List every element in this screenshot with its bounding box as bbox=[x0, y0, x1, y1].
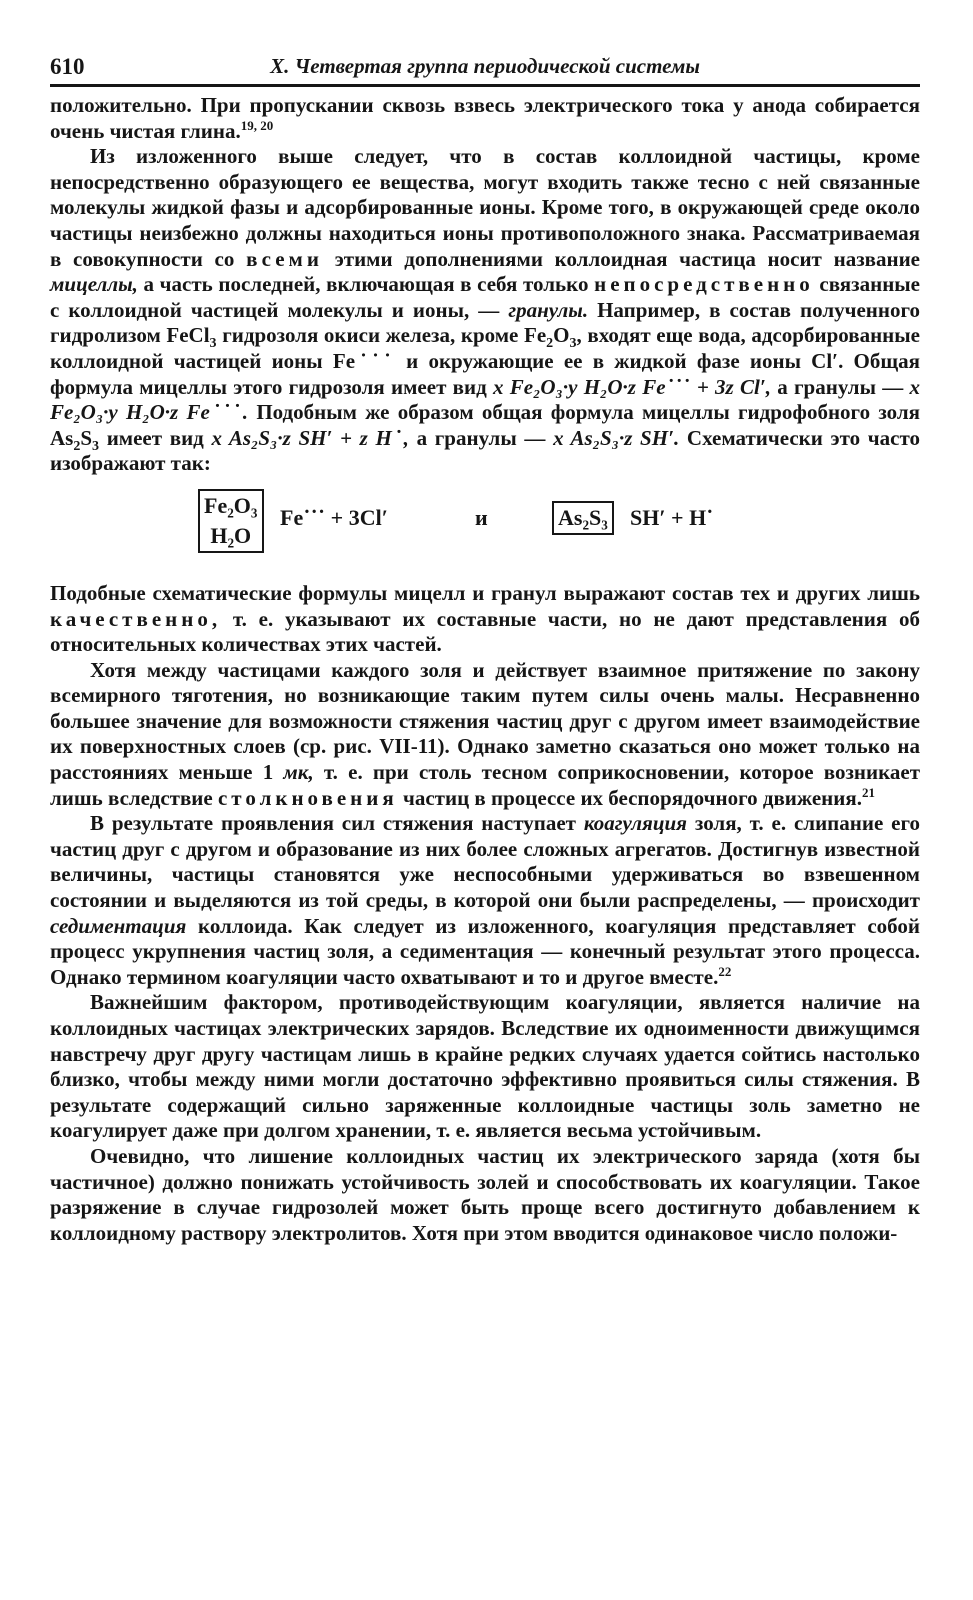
formula: x As₂S₃·z SH′. bbox=[553, 425, 680, 450]
subscript: 3 bbox=[92, 438, 100, 454]
micelle-core-box bbox=[198, 489, 264, 553]
formula: x As₂S₃·z SH′ + z H˙, bbox=[211, 425, 409, 450]
spaced-emphasis: всеми bbox=[246, 246, 323, 271]
footnote-ref: 19, 20 bbox=[240, 117, 274, 133]
paragraph-3 bbox=[50, 581, 920, 658]
text: а гранулы — bbox=[777, 374, 904, 399]
paragraph-6 bbox=[50, 990, 920, 1144]
text: Схематически это часто изображают так: bbox=[50, 425, 920, 476]
text: т. е. указывают их составные части, но не дают представления об относительных количествах этих частей. bbox=[50, 606, 920, 657]
subscript: 2 bbox=[73, 438, 81, 454]
text: связанные с коллоидной частицей молекулы и ионы, — bbox=[50, 272, 921, 322]
text: В результате проявления сил стяжения наступает bbox=[90, 811, 576, 836]
text: коллоида. Как следует из изложенного, коагуляция представляет собой процесс укрупнения частиц золя, а седиментация — конечный результат этого процесса. Однако термином коагуляции часто охватывают и то и другое вместе. bbox=[50, 913, 921, 989]
header-rule bbox=[50, 84, 920, 87]
formula: x Fe₂O₃·y H₂O·z Fe˙˙˙ + 3z Cl′, bbox=[492, 374, 771, 399]
text: золя, т. е. слипание его частиц друг с другом и образование из них более сложных агрегатов. Достигнув известной величины, частицы становятся уже неспособными удерживаться во взвешенном состоянии и выделяются из той среды, в которой они были распределены, — происходит bbox=[50, 811, 920, 913]
text: этими дополнениями коллоидная частица носит название bbox=[334, 246, 920, 271]
subscript: 3 bbox=[209, 336, 217, 352]
text: а гранулы — bbox=[416, 425, 546, 450]
term-granule: гранулы. bbox=[508, 297, 589, 322]
page-header bbox=[50, 50, 920, 84]
formula: x Fe₂O₃·y H₂O·z Fe˙˙˙. bbox=[50, 374, 921, 425]
scheme-ions: SH′ + H˙ bbox=[630, 504, 714, 530]
paragraph-1 bbox=[50, 93, 920, 144]
paragraph-5 bbox=[50, 811, 920, 990]
text: Из изложенного выше следует, что в состав коллоидной частицы, кроме непосредственно образующего ее вещества, могут входить также тесно с ней связанные молекулы жидкой фазы и адсорбированные ионы. Кроме того, в окружающей среде около частицы неизбежно должны находиться ионы противоположного знака. Рассматриваемая в совокупности со bbox=[50, 144, 920, 271]
micelle-scheme bbox=[50, 487, 920, 573]
text: Подобные схематические формулы мицелл и гранул выражают состав тех и других лишь bbox=[50, 580, 920, 605]
term-sedimentation: седиментация bbox=[50, 913, 187, 938]
text: O bbox=[553, 323, 570, 348]
text: Подобным же образом общая формула мицеллы гидрофобного золя As bbox=[50, 400, 921, 450]
text: частиц в процессе их беспорядочного движения. bbox=[403, 785, 862, 810]
paragraph-7 bbox=[50, 1144, 920, 1246]
page bbox=[50, 50, 920, 1246]
spaced-emphasis: столкновения bbox=[217, 785, 398, 810]
running-title: X. Четвертая группа периодической системы bbox=[270, 54, 700, 78]
text: S bbox=[80, 425, 93, 450]
text: Очевидно, что лишение коллоидных частиц их электрического заряда (хотя бы частичное) должно понижать устойчивость золей и способствовать их коагуляции. Такое разряжение в случае гидрозолей может быть проще всего достигнуто добавлением к коллоидному раствору электролитов. Хотя при этом вводится одинаковое число положи- bbox=[50, 1143, 920, 1245]
page-number: 610 bbox=[50, 54, 85, 79]
box-line: Fe₂O₃ bbox=[204, 492, 258, 518]
term-micelle: мицеллы, bbox=[50, 272, 138, 297]
spaced-emphasis: качественно, bbox=[50, 606, 222, 631]
text: а часть последней, включающая в себя только bbox=[143, 272, 589, 297]
footnote-ref: 22 bbox=[718, 963, 732, 979]
granule-core-box: As₂S₃ bbox=[552, 501, 614, 535]
text: , входят еще вода, адсорбированные коллоидной частицей ионы Fe˙˙˙ и окружающие ее в жидкой фазе ионы Cl′. Общая формула мицеллы этого гидрозоля имеет вид bbox=[50, 323, 920, 399]
text: т. е. при столь тесном соприкосновении, которое возникает лишь вследствие bbox=[50, 760, 921, 810]
paragraph-4 bbox=[50, 658, 920, 812]
spaced-emphasis: непосредственно bbox=[594, 272, 814, 297]
term-coagulation: коагуляция bbox=[583, 811, 687, 836]
text: Важнейшим фактором, противодействующим коагуляции, является наличие на коллоидных частицах электрических зарядов. Вследствие их одноименности движущимся навстречу друг другу частицам лишь в крайне редких случаях удается сойтись настолько близко, чтобы между ними могли достаточно эффективно проявиться силы стяжения. В результате содержащий сильно заряженные коллоидные частицы золь заметно не коагулирует даже при долгом хранении, т. е. является весьма устойчивым. bbox=[50, 990, 920, 1143]
unit: мк, bbox=[283, 760, 314, 785]
scheme-conjunction: и bbox=[475, 504, 488, 530]
paragraph-2 bbox=[50, 144, 920, 477]
scheme-ions: Fe˙˙˙ + 3Cl′ bbox=[280, 504, 388, 530]
text: Хотя между частицами каждого золя и действует взаимное притяжение по закону всемирного тяготения, но возникающие таким путем силы очень малы. Несравненно большее значение для возможности стяжения частиц друг с другом имеет взаимодействие их поверхностных слоев (ср. рис. VII-11). Однако заметно сказаться оно может только на расстояниях меньше 1 bbox=[50, 657, 920, 785]
subscript: 3 bbox=[569, 336, 577, 352]
text: положительно. При пропускании сквозь взвесь электрического тока у анода собирается очень чистая глина. bbox=[50, 93, 920, 143]
text: Например, в состав полученного гидролизом FeCl bbox=[50, 297, 920, 348]
footnote-ref: 21 bbox=[862, 784, 875, 800]
subscript: 2 bbox=[546, 336, 554, 352]
box-line: H₂O bbox=[210, 522, 252, 548]
text: имеет вид bbox=[106, 425, 204, 450]
text: гидрозоля окиси железа, кроме Fe bbox=[222, 323, 547, 348]
